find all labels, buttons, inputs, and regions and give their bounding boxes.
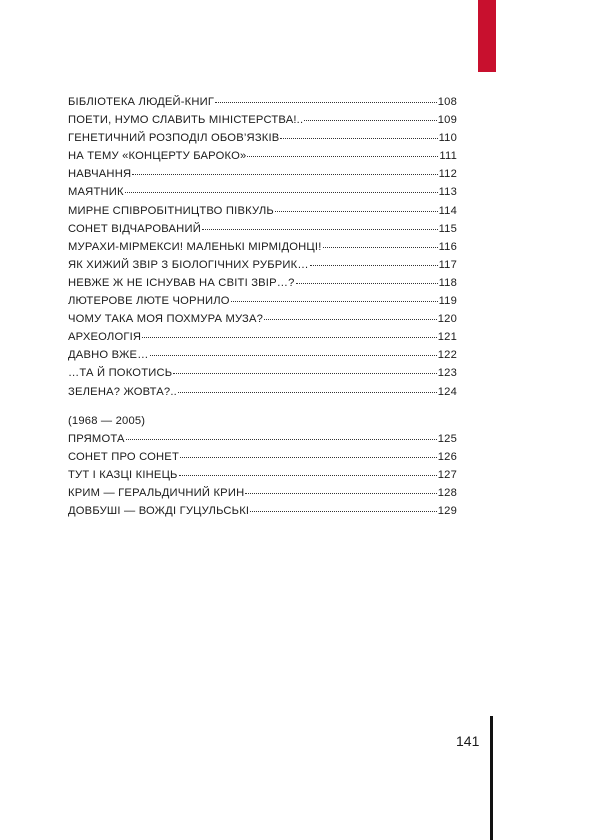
toc-entry-page: 114 [438, 204, 457, 217]
toc-entry-title: НА ТЕМУ «КОНЦЕРТУ БАРОКО» [68, 150, 247, 163]
toc-entry [68, 292, 457, 310]
dot-leader [304, 110, 436, 121]
toc-entry [68, 346, 457, 364]
toc-entry-title: СОНЕТ ПРО СОНЕТ [68, 450, 179, 463]
toc-entry [68, 484, 457, 502]
toc-entry-page: 113 [438, 186, 457, 199]
toc-entry-title: БІБЛІОТЕКА ЛЮДЕЙ-КНИГ [68, 96, 215, 108]
toc-entry-title: МАЯТНИК [68, 186, 124, 199]
dot-leader [245, 483, 436, 494]
toc-entry-page: 121 [437, 331, 457, 344]
toc-entry-page: 116 [438, 240, 457, 253]
toc-entry [68, 165, 457, 183]
toc-entry [68, 111, 457, 129]
toc-entry-page: 108 [437, 96, 457, 108]
toc-entry [68, 502, 457, 520]
toc-entry-page: 123 [437, 367, 457, 380]
toc-entry [68, 93, 457, 111]
toc-entry-page: 125 [437, 432, 457, 445]
toc-entry-title: ПОЕТИ, НУМО СЛАВИТЬ МІНІСТЕРСТВА!.. [68, 114, 304, 127]
toc-entry-title: ЧОМУ ТАКА МОЯ ПОХМУРА МУЗА? [68, 313, 264, 326]
toc-entry-title: ЗЕЛЕНА? ЖОВТА?.. [68, 385, 177, 398]
toc-entry-title: МИРНЕ СПІВРОБІТНИЦТВО ПІВКУЛЬ [68, 204, 274, 217]
toc-entry [68, 238, 457, 256]
section-label: (1968 — 2005) [68, 414, 146, 427]
toc-entry [68, 274, 457, 292]
dot-leader [179, 465, 437, 476]
toc-entry-page: 122 [437, 349, 457, 362]
dot-leader [180, 447, 437, 458]
toc-entry-title: СОНЕТ ВІДЧАРОВАНИЙ [68, 222, 201, 235]
dot-leader [264, 309, 437, 320]
toc-entry-title: НАВЧАННЯ [68, 168, 132, 181]
dot-leader [280, 128, 437, 139]
toc-entry-page: 112 [438, 168, 457, 181]
dot-leader [231, 291, 438, 302]
dot-leader [125, 182, 438, 193]
toc-entry-title: КРИМ — ГЕРАЛЬДИЧНИЙ КРИН [68, 486, 245, 499]
table-of-contents [68, 93, 457, 520]
dot-leader [275, 201, 438, 212]
toc-entry-title: НЕВЖЕ Ж НЕ ІСНУВАВ НА СВІТІ ЗВІР…? [68, 276, 295, 289]
toc-entry [68, 220, 457, 238]
toc-entry-page: 120 [437, 313, 457, 326]
toc-entry-page: 110 [438, 132, 457, 145]
toc-entry-page: 127 [437, 468, 457, 481]
toc-entry-page: 119 [438, 295, 457, 308]
toc-entries [68, 93, 457, 401]
dot-leader [247, 146, 438, 157]
toc-entry-title: ЛЮТЕРОВЕ ЛЮТЕ ЧОРНИЛО [68, 295, 230, 308]
toc-section-entries [68, 430, 457, 520]
dot-leader [296, 273, 438, 284]
toc-entry [68, 256, 457, 274]
toc-entry [68, 448, 457, 466]
toc-entry-page: 124 [437, 385, 457, 398]
dot-leader [310, 255, 438, 266]
toc-entry-title: ГЕНЕТИЧНИЙ РОЗПОДІЛ ОБОВ’ЯЗКІВ [68, 132, 280, 145]
toc-entry [68, 310, 457, 328]
toc-entry-page: 109 [437, 114, 457, 127]
toc-entry-title: ДАВНО ВЖЕ… [68, 349, 149, 362]
toc-entry-page: 111 [439, 150, 457, 163]
toc-entry-page: 126 [437, 450, 457, 463]
toc-entry [68, 147, 457, 165]
toc-entry [68, 183, 457, 201]
dot-leader [150, 345, 437, 356]
dot-leader [215, 92, 437, 103]
toc-entry-title: ТУТ І КАЗЦІ КІНЕЦЬ [68, 468, 178, 481]
toc-entry [68, 129, 457, 147]
toc-entry-page: 118 [438, 276, 457, 289]
toc-entry [68, 430, 457, 448]
chapter-tab [478, 0, 496, 72]
toc-entry [68, 383, 457, 401]
dot-leader [202, 219, 438, 230]
page-number: 141 [456, 733, 480, 749]
toc-entry-title: ЯК ХИЖИЙ ЗВІР З БІОЛОГІЧНИХ РУБРИК… [68, 258, 309, 271]
toc-entry-page: 129 [437, 505, 457, 518]
toc-entry [68, 328, 457, 346]
dot-leader [173, 363, 436, 374]
toc-entry-title: …ТА Й ПОКОТИСЬ [68, 367, 173, 380]
margin-rule [490, 716, 493, 840]
toc-entry-title: ДОВБУШІ — ВОЖДІ ГУЦУЛЬСЬКІ [68, 505, 250, 518]
toc-entry-title: ПРЯМОТА [68, 432, 125, 445]
dot-leader [132, 164, 437, 175]
toc-entry-page: 117 [438, 258, 457, 271]
dot-leader [142, 327, 437, 338]
toc-entry-page: 115 [438, 222, 457, 235]
dot-leader [250, 501, 436, 512]
toc-entry-page: 128 [437, 486, 457, 499]
dot-leader [323, 237, 438, 248]
toc-entry [68, 466, 457, 484]
toc-entry [68, 202, 457, 220]
toc-entry-title: МУРАХИ-МІРМЕКСИ! МАЛЕНЬКІ МІРМІДОНЦІ! [68, 240, 322, 253]
dot-leader [126, 429, 437, 440]
toc-entry [68, 364, 457, 382]
toc-entry-title: АРХЕОЛОГІЯ [68, 331, 142, 344]
dot-leader [178, 382, 437, 393]
